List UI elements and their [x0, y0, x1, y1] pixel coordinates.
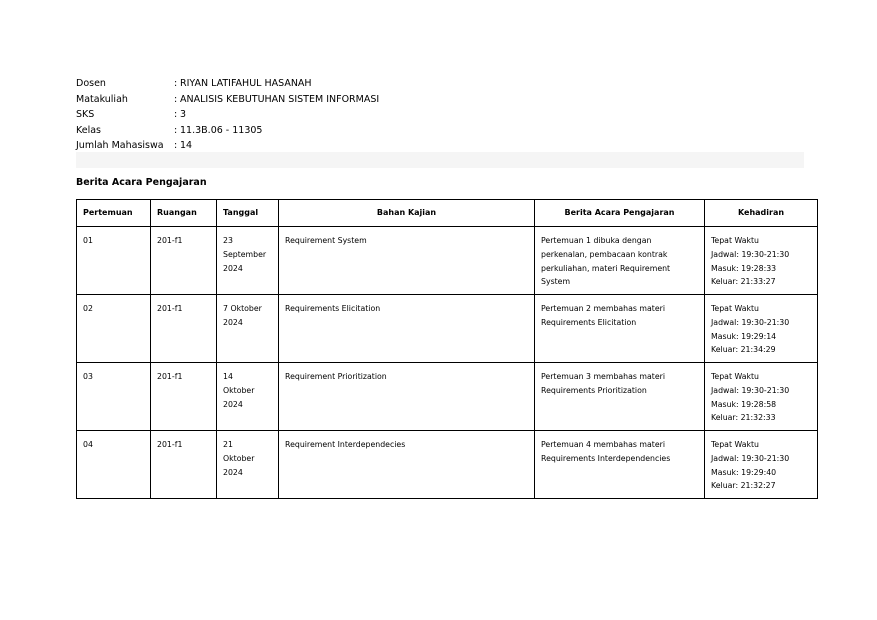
cell-ruangan: 201-f1 — [151, 431, 217, 499]
cell-kehadiran — [705, 363, 818, 431]
berita-line: Pertemuan 1 dibuka dengan — [541, 236, 652, 245]
info-row-sks — [76, 107, 379, 123]
column-header-kehadiran: Kehadiran — [705, 200, 818, 227]
kehadiran-jadwal: Jadwal: 19:30-21:30 — [711, 453, 790, 463]
kehadiran-keluar: Keluar: 21:34:29 — [711, 345, 776, 355]
section-title: Berita Acara Pengajaran — [76, 177, 207, 188]
cell-berita-acara — [535, 227, 705, 295]
table-row — [77, 295, 818, 363]
info-separator: : — [174, 78, 178, 89]
tanggal-line: 2024 — [223, 467, 243, 477]
tanggal-line: 2024 — [223, 399, 243, 409]
cell-berita-acara — [535, 431, 705, 499]
info-label: Jumlah Mahasiswa — [76, 140, 164, 151]
cell-tanggal — [217, 363, 279, 431]
column-header-ruangan: Ruangan — [151, 200, 217, 227]
kehadiran-masuk: Masuk: 19:29:14 — [711, 331, 777, 341]
cell-berita-acara — [535, 295, 705, 363]
cell-pertemuan: 03 — [77, 363, 151, 431]
cell-pertemuan: 04 — [77, 431, 151, 499]
cell-pertemuan: 02 — [77, 295, 151, 363]
table-row — [77, 227, 818, 295]
info-row-kelas — [76, 123, 379, 139]
kehadiran-jadwal: Jadwal: 19:30-21:30 — [711, 249, 790, 259]
cell-bahan-kajian: Requirement Interdependecies — [279, 431, 535, 499]
kehadiran-status: Tepat Waktu — [711, 304, 759, 313]
cell-ruangan: 201-f1 — [151, 295, 217, 363]
column-header-pertemuan: Pertemuan — [77, 200, 151, 227]
cell-tanggal — [217, 227, 279, 295]
tanggal-line: 14 — [223, 372, 233, 381]
column-header-bahan-kajian: Bahan Kajian — [279, 200, 535, 227]
cell-bahan-kajian: Requirement System — [279, 227, 535, 295]
info-value-sks: 3 — [180, 109, 187, 120]
cell-bahan-kajian: Requirements Elicitation — [279, 295, 535, 363]
cell-bahan-kajian: Requirement Prioritization — [279, 363, 535, 431]
berita-line: Requirements Prioritization — [541, 385, 647, 395]
cell-ruangan: 201-f1 — [151, 363, 217, 431]
kehadiran-status: Tepat Waktu — [711, 440, 759, 449]
cell-tanggal — [217, 431, 279, 499]
info-value-matakuliah: ANALISIS KEBUTUHAN SISTEM INFORMASI — [180, 93, 380, 105]
tanggal-line: Oktober — [223, 385, 255, 395]
tanggal-line: 7 Oktober — [223, 304, 262, 313]
info-separator: : — [174, 109, 178, 120]
info-label: Kelas — [76, 124, 102, 136]
kehadiran-masuk: Masuk: 19:28:58 — [711, 399, 777, 409]
kehadiran-keluar: Keluar: 21:32:33 — [711, 413, 776, 423]
tanggal-line: 2024 — [223, 263, 243, 273]
kehadiran-status: Tepat Waktu — [711, 236, 759, 245]
info-label: Dosen — [76, 78, 106, 89]
info-label: SKS — [76, 109, 95, 120]
cell-berita-acara — [535, 363, 705, 431]
info-separator: : — [174, 93, 178, 105]
info-row-dosen — [76, 76, 379, 92]
column-header-berita-acara: Berita Acara Pengajaran — [535, 200, 705, 227]
info-separator: : — [174, 140, 178, 151]
table-header-row — [77, 200, 818, 227]
info-separator: : — [174, 124, 178, 136]
berita-line: Requirements Interdependencies — [541, 453, 671, 463]
kehadiran-keluar: Keluar: 21:33:27 — [711, 277, 776, 287]
berita-line: Pertemuan 2 membahas materi — [541, 304, 666, 313]
info-row-matakuliah — [76, 92, 379, 108]
info-value-kelas: 11.3B.06 - 11305 — [180, 124, 263, 136]
tanggal-line: Oktober — [223, 453, 255, 463]
info-value-dosen: RIYAN LATIFAHUL HASANAH — [180, 78, 312, 89]
tanggal-line: September — [223, 249, 267, 259]
tanggal-line: 21 — [223, 440, 233, 449]
berita-line: Pertemuan 3 membahas materi — [541, 372, 666, 381]
kehadiran-status: Tepat Waktu — [711, 372, 759, 381]
kehadiran-jadwal: Jadwal: 19:30-21:30 — [711, 385, 790, 395]
cell-kehadiran — [705, 431, 818, 499]
berita-line: Requirements Elicitation — [541, 317, 637, 327]
tanggal-line: 23 — [223, 236, 233, 245]
cell-ruangan: 201-f1 — [151, 227, 217, 295]
berita-line: System — [541, 277, 571, 287]
section-divider-band — [76, 152, 804, 168]
cell-pertemuan: 01 — [77, 227, 151, 295]
berita-line: perkenalan, pembacaan kontrak — [541, 249, 668, 259]
course-info — [76, 76, 379, 154]
cell-tanggal — [217, 295, 279, 363]
berita-line: Pertemuan 4 membahas materi — [541, 440, 666, 449]
kehadiran-jadwal: Jadwal: 19:30-21:30 — [711, 317, 790, 327]
cell-kehadiran — [705, 227, 818, 295]
kehadiran-masuk: Masuk: 19:29:40 — [711, 467, 777, 477]
table-row — [77, 363, 818, 431]
attendance-report-table — [76, 199, 818, 499]
table-row — [77, 431, 818, 499]
kehadiran-masuk: Masuk: 19:28:33 — [711, 263, 777, 273]
info-label: Matakuliah — [76, 93, 128, 105]
berita-line: perkuliahan, materi Requirement — [541, 263, 671, 273]
column-header-tanggal: Tanggal — [217, 200, 279, 227]
kehadiran-keluar: Keluar: 21:32:27 — [711, 481, 776, 491]
info-value-jumlah-mahasiswa: 14 — [180, 140, 193, 151]
tanggal-line: 2024 — [223, 317, 243, 327]
cell-kehadiran — [705, 295, 818, 363]
